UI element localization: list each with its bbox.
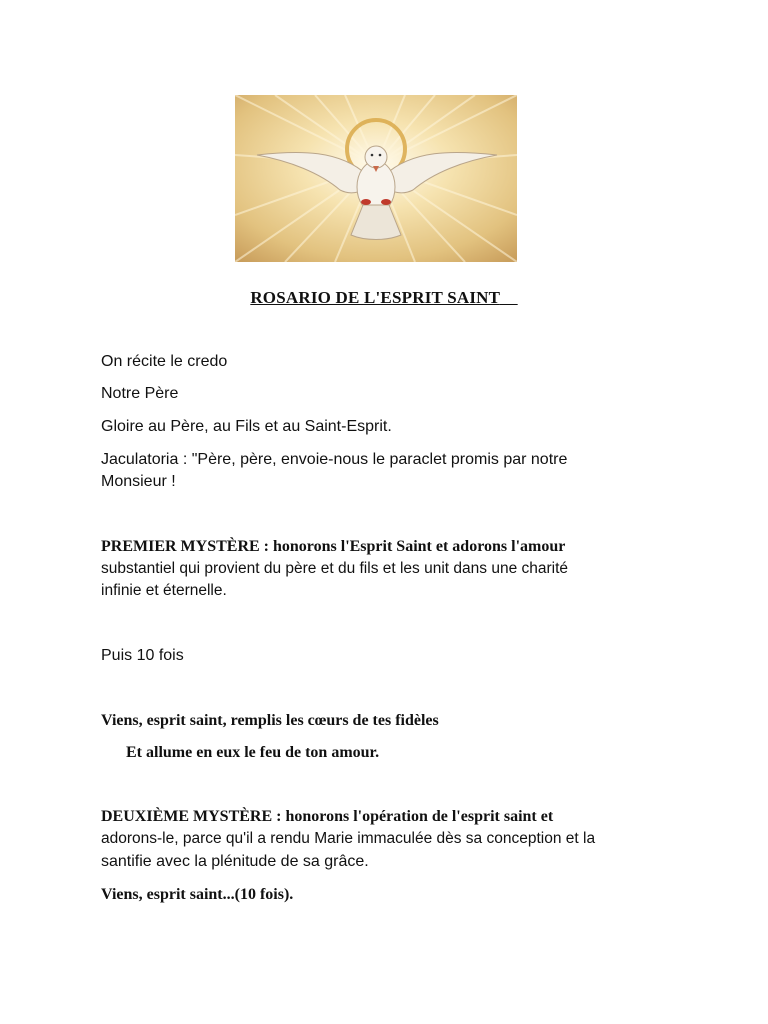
title-text: ROSARIO DE L'ESPRIT SAINT xyxy=(250,288,500,307)
premier-mystere-line3: infinie et éternelle. xyxy=(101,582,227,599)
premier-mystere-line2: substantiel qui provient du père et du fils et les unit dans une charité xyxy=(101,560,569,577)
dove-illustration xyxy=(235,95,517,262)
document-title xyxy=(0,288,768,308)
premier-mystere-heading: PREMIER MYSTÈRE : honorons l'Esprit Saint et adorons l'amour xyxy=(101,538,566,555)
puis-dix-fois: Puis 10 fois xyxy=(101,647,184,664)
intro-credo: On récite le credo xyxy=(101,353,228,370)
intro-jaculatoria-line1: Jaculatoria : "Père, père, envoie-nous le paraclet promis par notre xyxy=(101,451,568,468)
deuxieme-mystere-heading: DEUXIÈME MYSTÈRE : honorons l'opération de l'esprit saint et xyxy=(101,808,554,825)
prayer-line2: Et allume en eux le feu de ton amour. xyxy=(126,744,380,761)
deuxieme-mystere-line2: adorons-le, parce qu'il a rendu Marie immaculée dès sa conception et la xyxy=(101,830,596,847)
holy-spirit-dove-image xyxy=(235,95,517,262)
intro-jaculatoria-line2: Monsieur ! xyxy=(101,473,176,490)
deuxieme-mystere-line3: santifie avec la plénitude de sa grâce. xyxy=(101,853,369,870)
intro-notre-pere: Notre Père xyxy=(101,385,179,402)
intro-gloire: Gloire au Père, au Fils et au Saint-Esprit. xyxy=(101,418,392,435)
refrain-dix-fois: Viens, esprit saint...(10 fois). xyxy=(101,886,294,903)
prayer-line1: Viens, esprit saint, remplis les cœurs de tes fidèles xyxy=(101,712,439,729)
title-trailing-underline xyxy=(500,288,518,307)
